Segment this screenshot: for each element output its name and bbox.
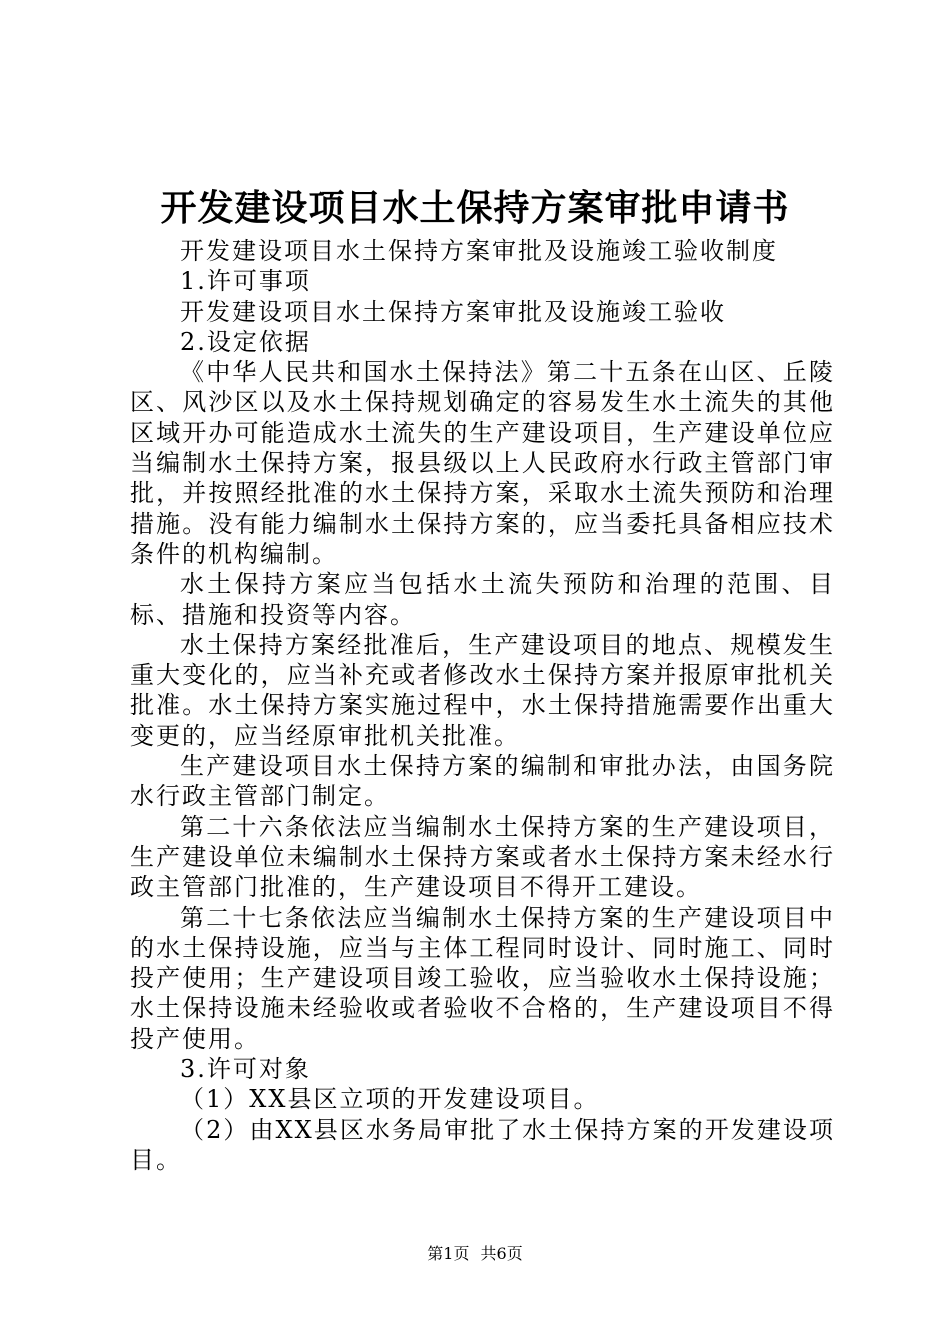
paragraph: 《中华人民共和国水土保持法》第二十五条在山区、丘陵区、风沙区以及水土保持规划确定的容易发生水土流失的其他区域开办可能造成水土流失的生产建设项目，生产建设单位应当编制水土保持方案，报县级以上人民政府水行政主管部门审批，并按照经批准的水土保持方案，采取水土流失预防和治理措施。没有能力编制水土保持方案的，应当委托具备相应技术条件的机构编制。 xyxy=(130,358,835,568)
paragraph: 水土保持方案应当包括水土流失预防和治理的范围、目标、措施和投资等内容。 xyxy=(130,570,835,629)
paragraph: 第二十六条依法应当编制水土保持方案的生产建设项目，生产建设单位未编制水土保持方案或者水土保持方案未经水行政主管部门批准的，生产建设项目不得开工建设。 xyxy=(130,812,835,902)
list-item: （1）XX县区立项的开发建设项目。 xyxy=(180,1085,600,1114)
document-body xyxy=(130,236,835,1175)
section-heading: 3.许可对象 xyxy=(180,1055,311,1084)
page-footer xyxy=(0,1243,950,1265)
paragraph: 水土保持方案经批准后，生产建设项目的地点、规模发生重大变化的，应当补充或者修改水土保持方案并报原审批机关批准。水土保持方案实施过程中，水土保持措施需要作出重大变更的，应当经原审批机关批准。 xyxy=(130,630,835,750)
paragraph: 开发建设项目水土保持方案审批及设施竣工验收制度 xyxy=(180,237,778,265)
page-number: 第1页 xyxy=(427,1244,470,1263)
page-total: 共6页 xyxy=(480,1244,523,1263)
paragraph: 生产建设项目水土保持方案的编制和审批办法，由国务院水行政主管部门制定。 xyxy=(130,752,835,811)
paragraph: 第二十七条依法应当编制水土保持方案的生产建设项目中的水土保持设施，应当与主体工程同时设计、同时施工、同时投产使用；生产建设项目竣工验收，应当验收水土保持设施；水土保持设施未经验收或者验收不合格的，生产建设项目不得投产使用。 xyxy=(130,903,835,1053)
section-heading: 2.设定依据 xyxy=(180,327,311,356)
list-item: （2）由XX县区水务局审批了水土保持方案的开发建设项目。 xyxy=(130,1115,835,1174)
paragraph: 开发建设项目水土保持方案审批及设施竣工验收 xyxy=(180,297,726,326)
document-title: 开发建设项目水土保持方案审批申请书 xyxy=(160,187,790,229)
section-heading: 1.许可事项 xyxy=(180,267,311,296)
